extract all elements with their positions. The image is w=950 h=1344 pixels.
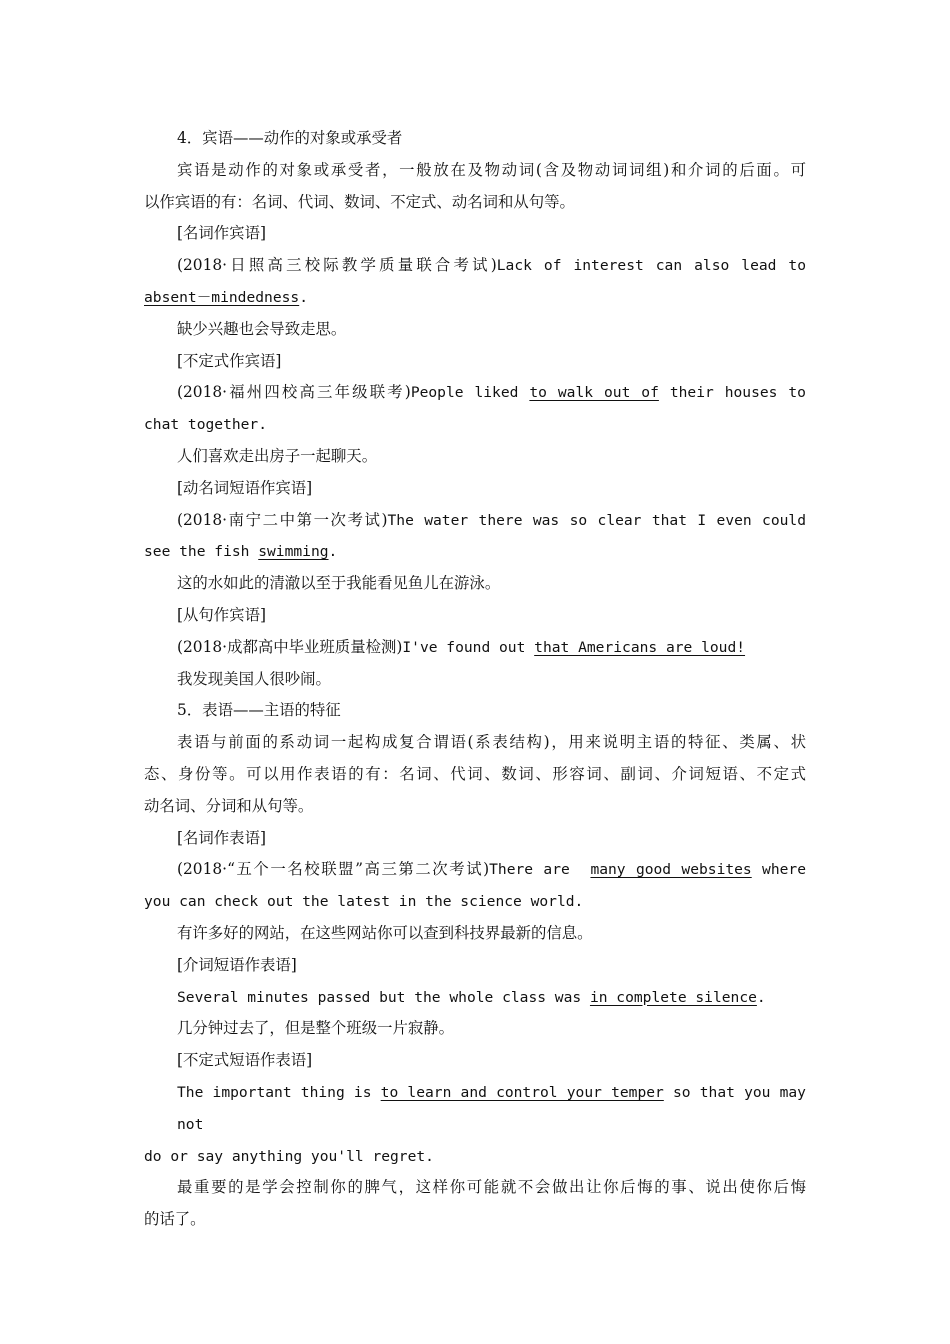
text-line-p1b (144, 187, 806, 219)
text-run: (2018·成都高中毕业班质量检测) (177, 637, 403, 656)
text-line-ex6 (144, 982, 806, 1014)
text-line-tag2 (144, 346, 806, 378)
text-line-ex5a (144, 854, 806, 886)
text-run: There are (489, 861, 591, 879)
text-line-h4 (144, 123, 806, 155)
text-run: 缺少兴趣也会导致走思。 (177, 319, 347, 338)
text-line-ex7a (144, 1077, 815, 1141)
text-line-p2b (144, 759, 806, 791)
text-line-ex2b (144, 409, 806, 441)
text-line-p2a (144, 727, 806, 759)
text-run: [名词作宾语] (177, 224, 266, 243)
text-line-tag6 (144, 950, 806, 982)
text-run: [不定式作宾语] (177, 351, 282, 370)
underlined-answer: many good websites (590, 861, 752, 879)
text-run: 这的水如此的清澈以至于我能看见鱼儿在游泳。 (177, 574, 501, 593)
text-run: 最重要的是学会控制你的脾气，这样你可能就不会做出让你后悔的事、说出使你后悔 (177, 1178, 806, 1197)
text-line-p2c (144, 791, 806, 823)
text-line-ex5b (144, 886, 806, 918)
text-run: . (756, 988, 766, 1006)
text-run: Lack of interest can also lead to (496, 257, 806, 275)
text-run: 动名词、分词和从句等。 (144, 796, 314, 815)
text-run: 有许多好的网站，在这些网站你可以查到科技界最新的信息。 (177, 923, 593, 942)
text-run: (2018·日照高三校际教学质量联合考试) (177, 256, 497, 275)
text-run: I've found out (402, 638, 535, 656)
text-run: do or say anything you'll regret. (144, 1147, 434, 1165)
text-run: where (751, 861, 806, 879)
text-run: see the fish (144, 543, 259, 561)
underlined-answer: to walk out of (529, 384, 659, 402)
text-run: . (299, 288, 308, 306)
text-line-ex1a (144, 250, 806, 282)
text-line-tr5 (144, 918, 806, 950)
text-run: [名词作表语] (177, 828, 266, 847)
text-run: 的话了。 (144, 1210, 206, 1229)
text-run: The water there was so clear that I even could (387, 511, 806, 529)
text-run: 表语与前面的系动词一起构成复合谓语(系表结构)，用来说明主语的特征、类属、状 (177, 733, 806, 752)
text-line-ex1b (144, 282, 806, 314)
text-run: 态、身份等。可以用作表语的有：名词、代词、数词、形容词、副词、介词短语、不定式 (144, 764, 806, 783)
text-line-tr2 (144, 441, 806, 473)
text-run: (2018·“五个一名校联盟”高三第二次考试) (177, 860, 490, 879)
text-line-tag7 (144, 1045, 806, 1077)
underlined-answer: that Americans are loud! (534, 638, 746, 656)
text-line-h5 (144, 695, 806, 727)
text-run: 以作宾语的有：名词、代词、数词、不定式、动名词和从句等。 (144, 192, 575, 211)
text-line-tr1 (144, 314, 806, 346)
text-run: (2018·福州四校高三年级联考) (177, 383, 411, 402)
text-run: 几分钟过去了，但是整个班级一片寂静。 (177, 1019, 455, 1038)
text-run: so that you may not (177, 1083, 815, 1133)
text-line-p1a (144, 155, 806, 187)
text-run: [介词短语作表语] (177, 955, 297, 974)
text-line-ex7b (144, 1141, 806, 1173)
text-run: [动名词短语作宾语] (177, 478, 313, 497)
text-run: chat together. (144, 416, 268, 434)
text-run: you can check out the latest in the science world. (144, 893, 584, 911)
text-line-tr3 (144, 568, 806, 600)
text-run: 宾语是动作的对象或承受者，一般放在及物动词(含及物动词词组)和介词的后面。可 (177, 160, 806, 179)
text-line-tr7b (144, 1204, 806, 1236)
text-line-tag1 (144, 218, 806, 250)
text-run: (2018·南宁二中第一次考试) (177, 510, 388, 529)
text-run: Several minutes passed but the whole class was (177, 988, 590, 1006)
text-run: their houses to (658, 384, 806, 402)
text-run: 5．表语——主语的特征 (177, 701, 341, 720)
text-run: People liked (410, 384, 530, 402)
text-run: . (328, 543, 338, 561)
text-run: 4．宾语——动作的对象或承受者 (177, 129, 403, 147)
text-line-ex4 (144, 632, 806, 664)
text-line-ex3a (144, 505, 806, 537)
text-line-ex3b (144, 536, 806, 568)
text-run: [不定式短语作表语] (177, 1051, 313, 1070)
text-run: [从句作宾语] (177, 605, 266, 624)
text-line-tr6 (144, 1013, 806, 1045)
text-line-tag4 (144, 600, 806, 632)
text-line-tag3 (144, 473, 806, 505)
text-line-tag5 (144, 823, 806, 855)
text-run: 我发现美国人很吵闹。 (177, 669, 331, 688)
underlined-answer: to learn and control your temper (380, 1083, 664, 1101)
underlined-answer: in complete silence (589, 988, 757, 1006)
text-line-ex2a (144, 377, 806, 409)
underlined-answer: absent－mindedness (144, 288, 300, 306)
text-line-tr4 (144, 664, 806, 696)
underlined-answer: swimming (258, 543, 329, 561)
text-line-tr7a (144, 1172, 806, 1204)
text-run: 人们喜欢走出房子一起聊天。 (177, 446, 378, 465)
text-run: The important thing is (177, 1083, 381, 1101)
